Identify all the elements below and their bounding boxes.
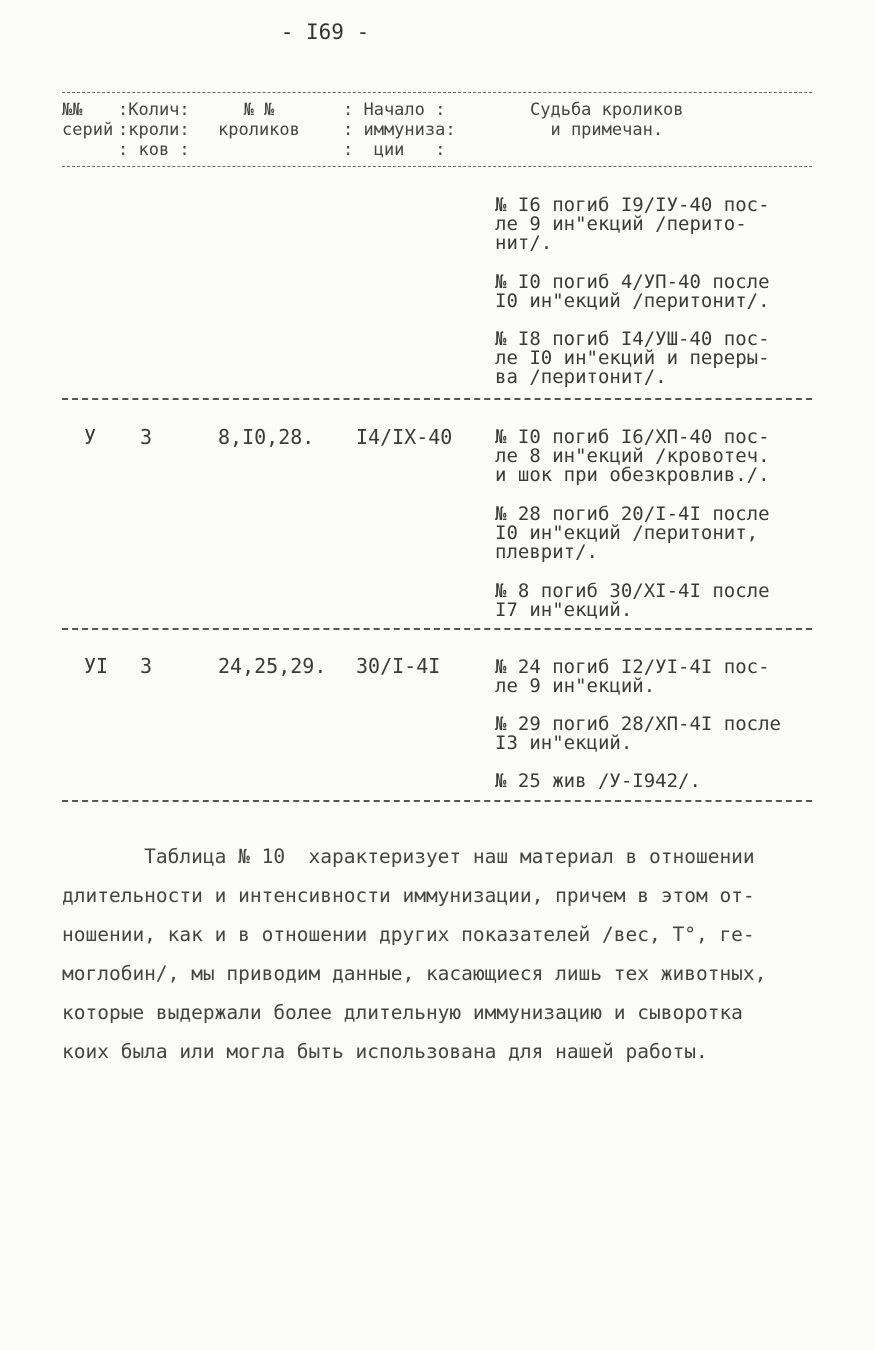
paragraph-line: моглобин/, мы приводим данные, касающиеся лишь тех животных, <box>62 962 767 985</box>
paragraph-line: длительности и интенсивности иммунизации, причем в этом от- <box>62 884 755 907</box>
header-rabbit-numbers: № № кроликов <box>218 100 300 140</box>
rabbit-fate-note: № I0 погиб I6/XП-40 пос- ле 8 ин"екций /кровотеч. и шок при обезкровлив./. <box>495 426 770 486</box>
rabbit-count: 3 <box>140 425 153 449</box>
rabbit-fate-note: № 25 жив /У-I942/. <box>495 770 701 792</box>
page-number: - I69 - <box>280 20 370 44</box>
rabbit-fate-note: № 24 погиб I2/УI-4I пос- ле 9 ин"екций. <box>495 656 770 697</box>
rabbit-fate-note: № 8 погиб 30/XI-4I после I7 ин"екций. <box>495 580 770 621</box>
header-bottom-rule <box>62 166 812 167</box>
header-count: :Колич: :кроли: : ков : <box>118 100 190 160</box>
series-number: У <box>84 425 97 449</box>
header-series: №№ серий <box>62 100 114 140</box>
series-divider <box>62 398 812 400</box>
rabbit-fate-note: № 29 погиб 28/XП-4I после I3 ин"екций. <box>495 713 781 754</box>
header-rabbit-fate: Судьба кроликов и примечан. <box>530 100 684 140</box>
table-bottom-rule <box>62 800 812 802</box>
rabbit-count: 3 <box>140 654 153 678</box>
paragraph-line: Таблица № 10 характеризует наш материал в отношении <box>62 845 755 868</box>
immunization-start: I4/IX-40 <box>356 425 453 449</box>
header-immunization-start: : Начало : : иммуниза: : ции : <box>343 100 456 160</box>
note-continued-1: № I6 погиб I9/IУ-40 пос- ле 9 ин"екций /перито- нит/. <box>495 194 770 254</box>
rabbit-numbers: 8,I0,28. <box>218 425 315 449</box>
note-continued-2: № I0 погиб 4/УП-40 после I0 ин"екций /перитонит/. <box>495 271 770 312</box>
paragraph-line: ношении, как и в отношении других показателей /вес, Т°, ге- <box>62 923 755 946</box>
table-top-rule <box>62 92 812 93</box>
paragraph-line: коих была или могла быть использована для нашей работы. <box>62 1040 708 1063</box>
rabbit-fate-note: № 28 погиб 20/I-4I после I0 ин"екций /перитонит, плеврит/. <box>495 503 770 563</box>
series-divider <box>62 628 812 630</box>
paragraph-line: которые выдержали более длительную иммунизацию и сыворотка <box>62 1001 743 1024</box>
series-number: УI <box>84 654 109 678</box>
note-continued-3: № I8 погиб I4/УШ-40 пос- ле I0 ин"екций и переры- ва /перитонит/. <box>495 328 770 388</box>
rabbit-numbers: 24,25,29. <box>218 654 327 678</box>
immunization-start: 30/I-4I <box>356 654 441 678</box>
